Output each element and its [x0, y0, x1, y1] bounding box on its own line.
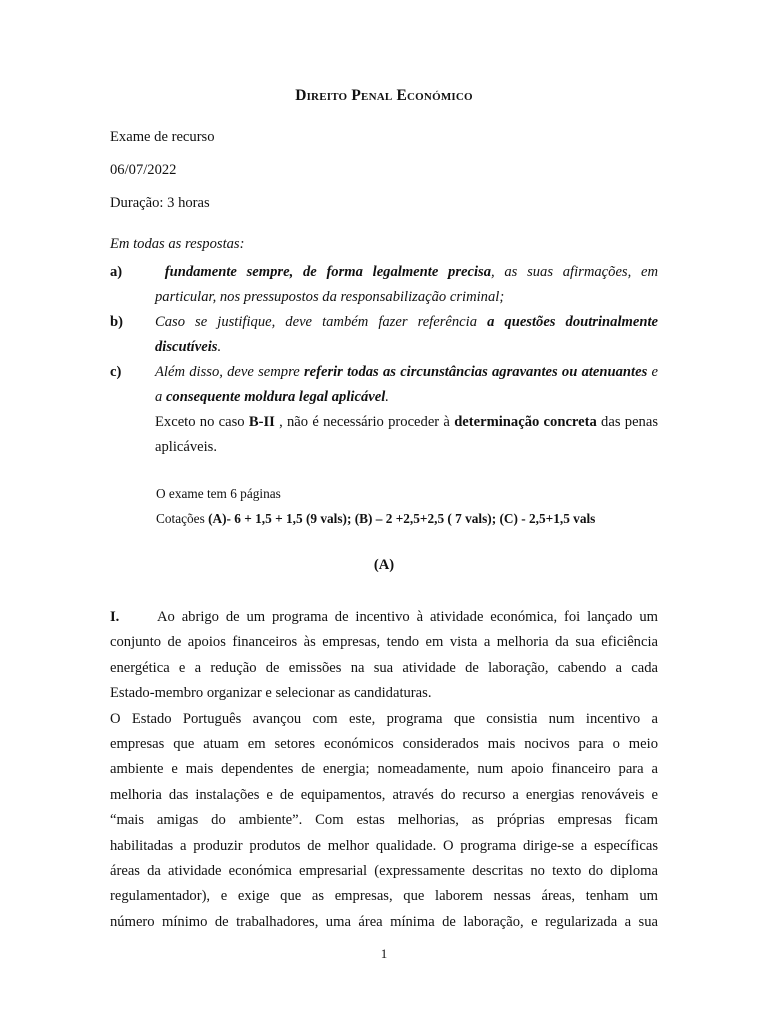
question-i-number: I.	[110, 609, 120, 625]
question-i-line: “mais amigas do ambiente”. Com estas melhorias, as próprias empresas ficam	[110, 812, 658, 829]
exam-date: 06/07/2022	[110, 162, 177, 178]
question-i-text	[110, 605, 658, 935]
question-i-line: número mínimo de trabalhadores, uma área mínima de laboração, e regularizada a sua	[110, 913, 658, 930]
instruction-a: a) fundamente sempre, de forma legalmente precisa, as suas afirmações, em particular, nos pressupostos da responsabilização criminal;	[110, 260, 658, 310]
question-i-line: Estado-membro organizar e selecionar as candidaturas.	[110, 685, 432, 702]
exam-duration: Duração: 3 horas	[110, 195, 210, 211]
question-i-line: energética e a redução de emissões na sua atividade de laboração, cabendo a cada	[110, 659, 658, 676]
question-i-line: habilitadas a produzir produtos de melhor qualidade. O programa dirige-se a específicas	[110, 837, 658, 854]
document-title: Direito Penal Económico	[295, 87, 473, 104]
question-i-line: O Estado Português avançou com este, programa que consistia num incentivo a	[110, 710, 658, 727]
question-i-line: I. Ao abrigo de um programa de incentivo à atividade económica, foi lançado um	[110, 605, 658, 630]
question-i-line: ambiente e mais dependentes de energia; nomeadamente, num apoio financeiro para a	[110, 761, 658, 778]
question-i-line: empresas que atuam em setores económicos considerados mais nocivos para o meio	[110, 736, 658, 753]
pages-info: O exame tem 6 páginas	[156, 486, 281, 501]
instruction-c: c) Além disso, deve sempre referir todas as circunstâncias agravantes ou atenuantes e a consequente moldura legal aplicável.	[110, 360, 658, 410]
instruction-b: b) Caso se justifique, deve também fazer referência a questões doutrinalmente discutíveis.	[110, 310, 658, 360]
instruction-c-marker: c)	[110, 364, 122, 380]
instruction-a-marker: a)	[110, 264, 123, 280]
question-i-line: melhoria das instalações e de equipamentos, através do recurso a energias renováveis e	[110, 786, 658, 803]
instructions-intro: Em todas as respostas:	[110, 236, 245, 252]
instruction-b-marker: b)	[110, 314, 123, 330]
instruction-c-note: Exceto no caso B-II , não é necessário proceder à determinação concreta das penas aplicáveis.	[155, 414, 658, 455]
exam-type: Exame de recurso	[110, 129, 215, 145]
question-i-line: áreas da atividade económica empresarial (expressamente descritas no texto do diploma	[110, 863, 658, 880]
page-number: 1	[380, 946, 388, 961]
question-i-line: conjunto de apoios financeiros às empresas, tendo em vista a melhoria da sua eficiência	[110, 634, 658, 651]
question-i-line: regulamentador), e exige que as empresas, que laborem nessas áreas, tenham um	[110, 888, 658, 905]
cotacoes: Cotações (A)- 6 + 1,5 + 1,5 (9 vals); (B) – 2 +2,5+2,5 ( 7 vals); (C) - 2,5+1,5 vals	[156, 511, 596, 526]
instructions-list	[110, 260, 658, 460]
section-heading-a: (A)	[373, 557, 395, 573]
